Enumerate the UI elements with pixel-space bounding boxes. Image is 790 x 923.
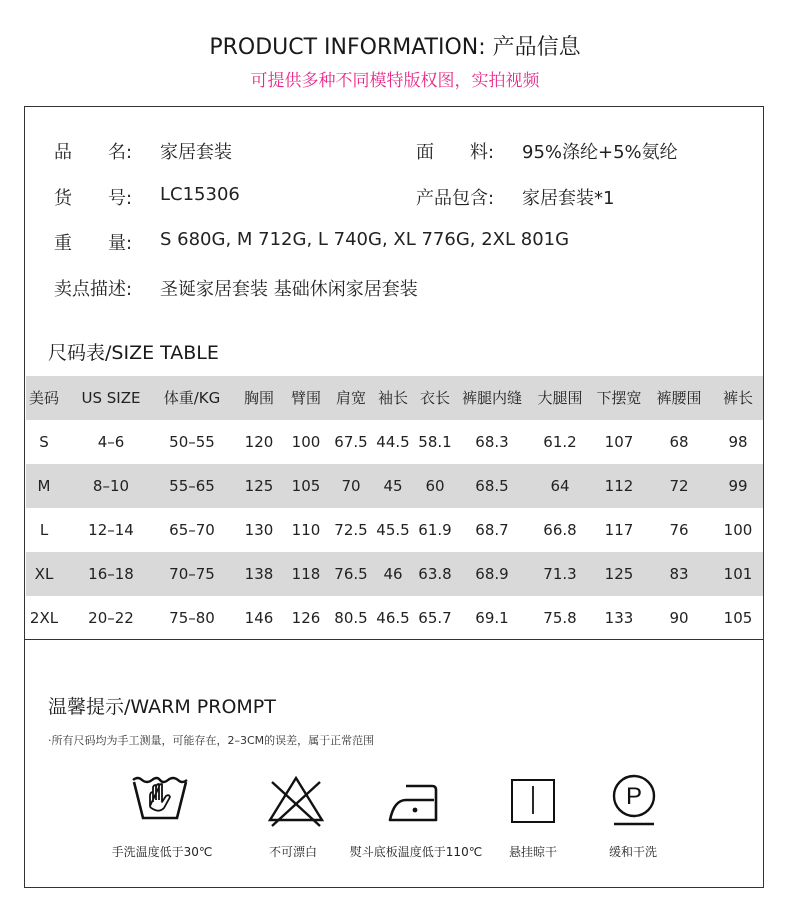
table-cell: 83 (669, 565, 689, 583)
no-bleach-icon (266, 772, 326, 830)
table-cell: 2XL (29, 609, 59, 627)
table-cell: 69.1 (475, 609, 509, 627)
table-header-cell: 裤腰围 (656, 389, 702, 407)
table-cell: 45 (383, 477, 403, 495)
gentle-dry-clean-label: 缓和干洗 (608, 845, 657, 859)
sku-value: LC15306 (160, 184, 240, 205)
weight-label: 重 量: (54, 233, 133, 254)
weight-value: S 680G, M 712G, L 740G, XL 776G, 2XL 801G (160, 229, 570, 250)
table-cell: 138 (244, 565, 274, 583)
table-cell: 117 (604, 521, 634, 539)
table-cell: 55–65 (169, 477, 215, 495)
table-header-cell: 大腿围 (537, 389, 583, 407)
selling-label: 卖点描述: (54, 279, 133, 300)
table-header-cell: 下摆宽 (596, 389, 642, 407)
table-cell: 68.9 (475, 565, 509, 583)
table-cell: 72 (669, 477, 689, 495)
size-table-header-row (26, 376, 763, 420)
table-cell: 112 (604, 477, 634, 495)
svg-text:P: P (625, 783, 643, 810)
table-cell: 118 (291, 565, 321, 583)
table-cell: 63.8 (418, 565, 452, 583)
table-cell: 65–70 (169, 521, 215, 539)
iron-icon (388, 772, 448, 830)
table-cell: 70–75 (169, 565, 215, 583)
table-header-cell: 美码 (28, 389, 59, 407)
table-cell: XL (34, 565, 54, 583)
table-cell: 100 (723, 521, 753, 539)
table-cell: 50–55 (169, 433, 215, 451)
table-cell: 44.5 (376, 433, 410, 451)
table-cell: 72.5 (334, 521, 368, 539)
table-cell: 20–22 (88, 609, 134, 627)
table-cell: 100 (291, 433, 321, 451)
table-cell: 8–10 (92, 477, 130, 495)
table-cell: 67.5 (334, 433, 368, 451)
hand-wash-icon (130, 772, 190, 830)
table-cell: 12–14 (88, 521, 134, 539)
iron-label: 熨斗底板温度低于110℃ (349, 845, 483, 859)
table-cell: 65.7 (418, 609, 452, 627)
table-cell: 146 (244, 609, 274, 627)
table-cell: 68.5 (475, 477, 509, 495)
table-cell: 4–6 (97, 433, 125, 451)
gentle-dry-clean-icon (604, 772, 664, 830)
hand-wash-label: 手洗温度低于30℃ (111, 845, 213, 859)
page-subtitle: 可提供多种不同模特版权图，实拍视频 (250, 71, 540, 91)
table-header-cell: 胸围 (243, 389, 274, 407)
table-cell: 46 (383, 565, 403, 583)
hang-dry-label: 悬挂晾干 (508, 845, 557, 859)
table-cell: 75–80 (169, 609, 215, 627)
no-bleach-label: 不可漂白 (268, 845, 317, 859)
table-cell: 16–18 (88, 565, 134, 583)
table-cell: 61.2 (543, 433, 577, 451)
table-cell: 58.1 (418, 433, 452, 451)
table-header-cell: 肩宽 (335, 389, 366, 407)
table-cell: 105 (291, 477, 321, 495)
table-cell: 105 (723, 609, 753, 627)
size-table-title: 尺码表/SIZE TABLE (48, 342, 219, 364)
table-header-cell: 体重/KG (163, 389, 221, 407)
table-cell: 101 (723, 565, 753, 583)
table-cell: M (37, 477, 51, 495)
table-cell: 60 (425, 477, 445, 495)
table-cell: 107 (604, 433, 634, 451)
name-value: 家居套装 (160, 142, 232, 163)
sku-label: 货 号: (54, 188, 133, 209)
table-cell: L (39, 521, 49, 539)
table-cell: 80.5 (334, 609, 368, 627)
table-row (26, 420, 763, 464)
table-cell: 133 (604, 609, 634, 627)
table-row (26, 508, 763, 552)
table-cell: 130 (244, 521, 274, 539)
table-header-cell: US SIZE (81, 389, 141, 407)
table-cell: 98 (728, 433, 748, 451)
table-cell: 76 (669, 521, 689, 539)
table-cell: 125 (244, 477, 274, 495)
includes-label: 产品包含: (416, 188, 495, 209)
table-cell: 99 (728, 477, 748, 495)
table-cell: 70 (341, 477, 361, 495)
table-cell: 68.3 (475, 433, 509, 451)
table-row (26, 596, 763, 640)
warm-prompt-title: 温馨提示/WARM PROMPT (48, 696, 276, 718)
table-cell: 64 (550, 477, 570, 495)
table-header-cell: 衣长 (419, 389, 450, 407)
warm-prompt-note: ·所有尺码均为手工测量，可能存在，2–3CM的误差，属于正常范围 (48, 734, 375, 747)
table-cell: 61.9 (418, 521, 452, 539)
table-cell: 45.5 (376, 521, 410, 539)
table-cell: 120 (244, 433, 274, 451)
fabric-value: 95%涤纶+5%氨纶 (522, 142, 678, 163)
table-header-cell: 臂围 (290, 389, 321, 407)
table-cell: 76.5 (334, 565, 368, 583)
table-header-cell: 袖长 (377, 389, 408, 407)
table-cell: 90 (669, 609, 689, 627)
table-cell: 46.5 (376, 609, 410, 627)
table-cell: S (39, 433, 49, 451)
table-row (26, 464, 763, 508)
table-cell: 66.8 (543, 521, 577, 539)
table-cell: 68 (669, 433, 689, 451)
table-cell: 75.8 (543, 609, 577, 627)
table-cell: 126 (291, 609, 321, 627)
table-cell: 71.3 (543, 565, 577, 583)
hang-dry-icon (504, 772, 564, 830)
table-cell: 68.7 (475, 521, 509, 539)
table-cell: 110 (291, 521, 321, 539)
page-title: PRODUCT INFORMATION: 产品信息 (209, 35, 581, 60)
size-table (26, 376, 763, 640)
name-label: 品 名: (54, 142, 133, 163)
includes-value: 家居套装*1 (522, 188, 615, 209)
table-header-cell: 裤腿内缝 (461, 389, 522, 407)
fabric-label: 面 料: (416, 142, 495, 163)
table-row (26, 552, 763, 596)
selling-value: 圣诞家居套装 基础休闲家居套装 (160, 279, 418, 300)
table-cell: 125 (604, 565, 634, 583)
table-header-cell: 裤长 (722, 389, 753, 407)
